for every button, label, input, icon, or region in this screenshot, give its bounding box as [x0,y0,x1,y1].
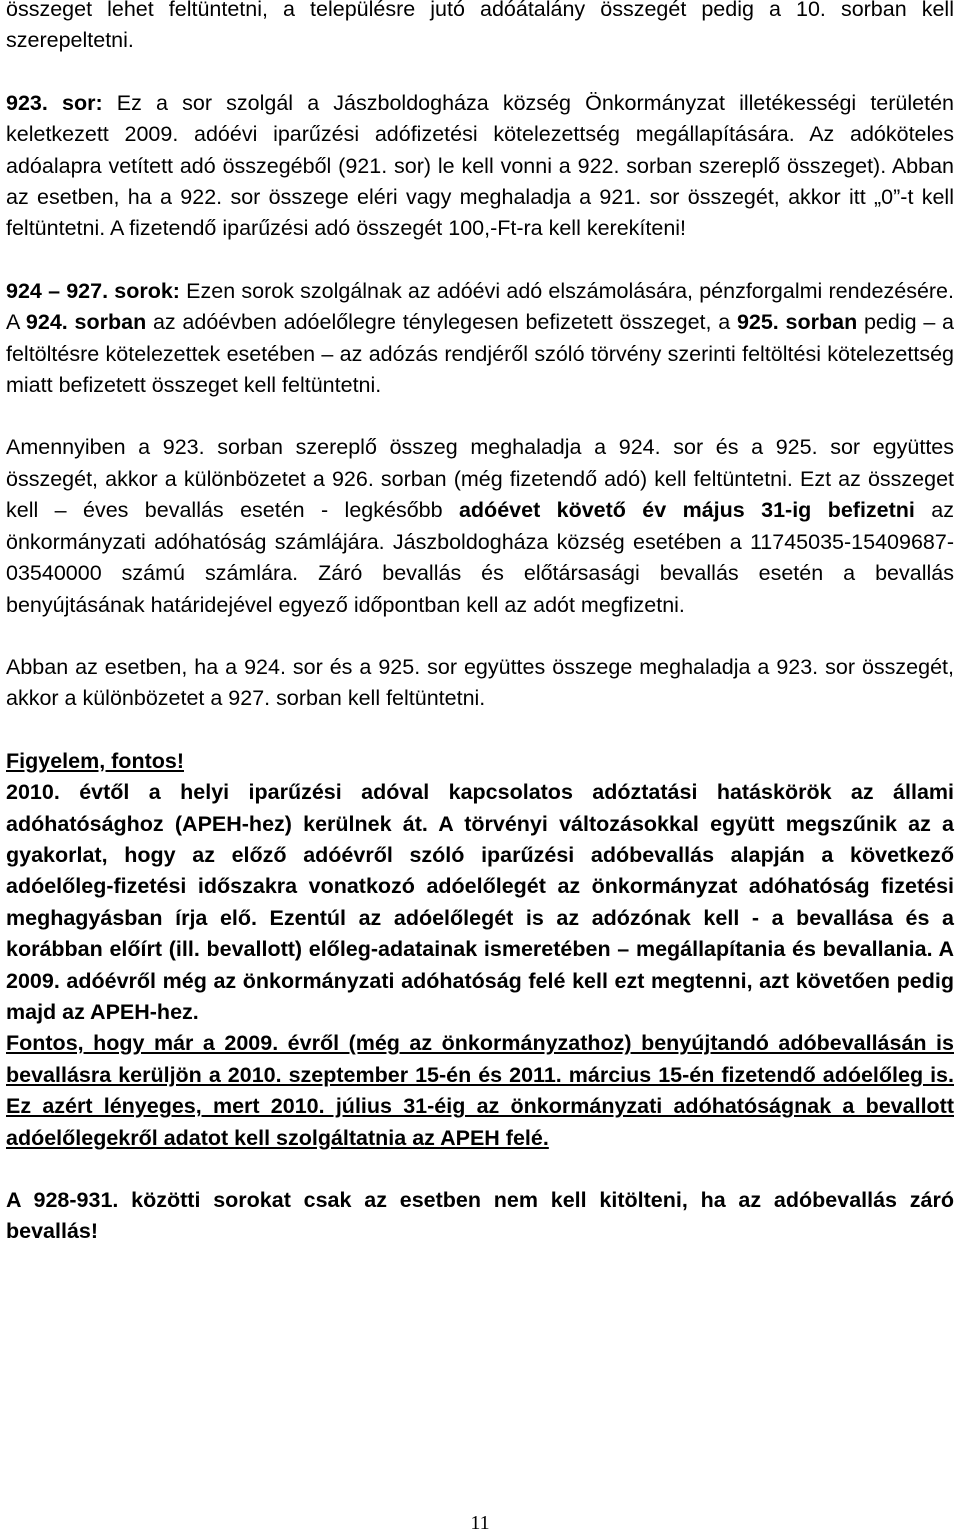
rows-924-927-text-3: pedig – a feltöltésre kötelezettek esetében – az adózás rendjéről szóló törvény szerinti feltöltési kötelezettség miatt befizetett összeget kell feltüntetni. [6,310,954,398]
document-page [6,0,954,1248]
row-924-ref: 924. sorban [25,310,147,335]
rows-924-927-label: 924 – 927. sorok: [6,278,180,303]
paragraph-overpayment: Abban az esetben, ha a 924. sor és a 925. sor együttes összege meghaladja a 923. sor összegét, akkor a különbözetet a 927. sorban kell feltüntetni. [6,654,954,711]
paragraph-row-923 [6,88,954,245]
payment-text-2: az önkormányzati adóhatóság számlájára. Jászboldogháza község esetében a 11745035-15409687-03540000 számú számlára. Záró bevallás és előtársasági bevallás esetén a bevallás benyújtásának határidejével egyező időpontban kell az adót megfizetni. [6,498,955,617]
rows-924-927-text-2: az adóévben adóelőlegre ténylegesen befizetett összeget, a [146,310,737,335]
row-923-label: 923. sor: [6,90,103,115]
paragraph-payment [6,432,954,620]
paragraph-continuation: összeget lehet feltüntetni, a településre jutó adóátalány összegét pedig a 10. sorban kell szerepeltetni. [6,0,954,53]
paragraph-rows-924-927 [6,276,954,402]
warning-heading: Figyelem, fontos! [6,748,184,773]
payment-text-1: Amennyiben a 923. sorban szereplő összeg meghaladja a 924. sor és a 925. sor együttes összegét, akkor a különbözetet a 926. sorban (még fizetendő adó) kell feltüntetni. Ezt az összeget kell – éves bevallás esetén - legkésőbb [6,435,954,523]
paragraph-rows-928-931: A 928-931. közötti sorokat csak az esetben nem kell kitölteni, ha az adóbevallás záró bevallás! [6,1188,954,1244]
warning-important: Fontos, hogy már a 2009. évről (még az önkormányzathoz) benyújtandó adóbevallásán is bevallásra kerüljön a 2010. szeptember 15-én és 2011. március 15-én fizetendő adóelőleg is. Ez azért lényeges, mert 2010. július 31-éig az önkormányzati adóhatóságnak a bevallott adóelőlegekről adatot kell szolgáltatnia az APEH felé. [6,1031,954,1150]
row-923-text: Ez a sor szolgál a Jászboldogháza község Önkormányzat illetékességi területén keletkezett 2009. adóévi iparűzési adófizetési kötelezettség megállapítására. Az adóköteles adóalapra vetített adó összegéből (921. sor) le kell vonni a 922. sorban szereplő összeget). Abban az esetben, ha a 922. sor összege eléri vagy meghaladja a 921. sor összegét, akkor itt „0”-t kell feltüntetni. A fizetendő iparűzési adó összegét 100,-Ft-ra kell kerekíteni! [6,90,955,241]
rows-924-927-text-1: Ezen sorok szolgálnak az adóévi adó elszámolására, pénzforgalmi rendezésére. A [6,278,954,335]
row-925-ref: 925. sorban [736,310,858,335]
payment-deadline: adóévet követő év május 31-ig befizetni [458,498,915,523]
warning-body: 2010. évtől a helyi iparűzési adóval kapcsolatos adóztatási hatáskörök az állami adóhatósághoz (APEH-hez) kerülnek át. A törvényi változásokkal együtt megszűnik az a gyakorlat, hogy az előző adóévről szóló iparűzési adóbevallás alapján a következő adóelőleg-fizetési időszakra vonatkozó adóelőlegét az önkormányzat adóhatóság fizetési meghagyásban írja elő. Ezentúl az adóelőlegét is az adózónak kell - a bevallása és a korábban előírt (ill. bevallott) előleg-adatainak ismeretében – megállapítania és bevallania. A 2009. adóévről még az önkormányzati adóhatóság felé kell ezt megtenni, azt követően pedig majd az APEH-hez. [6,780,954,1024]
page-number: 11 [470,1512,490,1534]
